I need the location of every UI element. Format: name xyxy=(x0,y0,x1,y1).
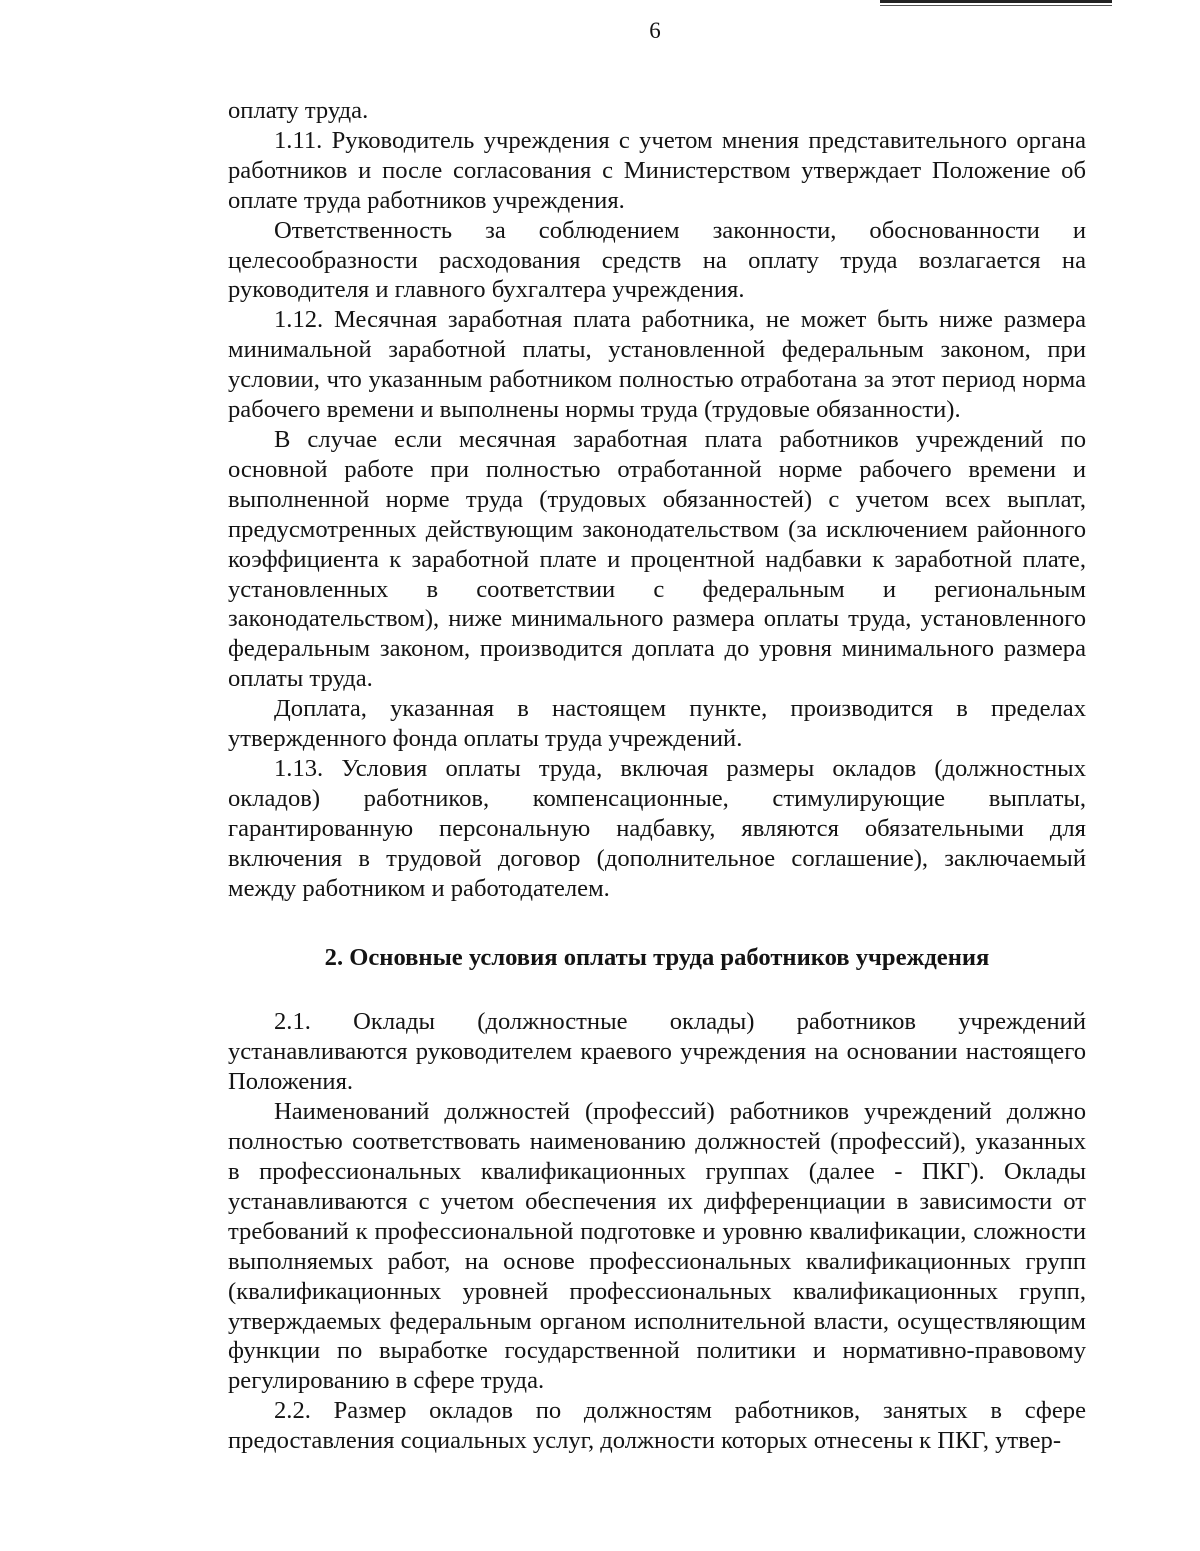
paragraph-surcharge: Доплата, указанная в настоящем пункте, производится в пределах утвержденного фонда оплаты труда учреждений. xyxy=(228,695,1086,753)
paragraph-2-1: 2.1. Оклады (должностные оклады) работников учреждений устанавливаются руководителем краевого учреждения на основании настоящего Положения. xyxy=(228,1008,1086,1096)
paragraph-1-13: 1.13. Условия оплаты труда, включая размеры окладов (должностных окладов) работников, компенсационные, стимулирующие выплаты, гарантированную персональную надбавку, являются обязательными для включения в трудовой договор (дополнительное соглашение), заключаемый между работником и работодателем. xyxy=(228,754,1086,902)
paragraph-responsibility: Ответственность за соблюдением законности, обоснованности и целесообразности расходования средств на оплату труда возлагается на руководителя и главного бухгалтера учреждения. xyxy=(228,216,1086,304)
paragraph-minimum-wage-case: В случае если месячная заработная плата работников учреждений по основной работе при полностью отработанной норме рабочего времени и выполненной норме труда (трудовых обязанностей) с учетом всех выплат, предусмотренных действующим законодательством (за исключением районного коэффициента к заработной плате и процентной надбавки к заработной плате, установленных в соответствии с федеральным и региональным законодательством), ниже минимального размера оплаты труда, установленного федеральным законом, производится доплата до уровня минимального размера оплаты труда. xyxy=(228,425,1086,693)
paragraph-1-12: 1.12. Месячная заработная плата работника, не может быть ниже размера минимальной заработной платы, установленной федеральным законом, при условии, что указанным работником полностью отработана за этот период норма рабочего времени и выполнены нормы труда (трудовые обязанности). xyxy=(228,306,1086,424)
page-number: 6 xyxy=(649,18,661,43)
paragraph-2-2: 2.2. Размер окладов по должностям работников, занятых в сфере предоставления социальных услуг, должности которых отнесены к ПКГ, утвер- xyxy=(228,1397,1086,1455)
section-heading: 2. Основные условия оплаты труда работников учреждения xyxy=(324,944,990,972)
paragraph-continuation: оплату труда. xyxy=(228,97,369,124)
paragraph-position-names: Наименований должностей (профессий) работников учреждений должно полностью соответствовать наименованию должностей (профессий), указанных в профессиональных квалификационных группах (далее - ПКГ). Оклады устанавливаются с учетом обеспечения их дифференциации в зависимости от требований к профессиональной подготовке и уровню квалификации, сложности выполняемых работ, на основе профессиональных квалификационных групп (квалификационных уровней профессиональных квалификационных групп, утверждаемых федеральным органом исполнительной власти, осуществляющим функции по выработке государственной политики и нормативно-правовому регулированию в сфере труда. xyxy=(228,1098,1086,1395)
top-border-line xyxy=(880,0,1112,6)
document-body xyxy=(228,96,1086,1456)
paragraph-1-11: 1.11. Руководитель учреждения с учетом мнения представительного органа работников и после согласования с Министерством утверждает Положение об оплате труда работников учреждения. xyxy=(228,126,1086,214)
